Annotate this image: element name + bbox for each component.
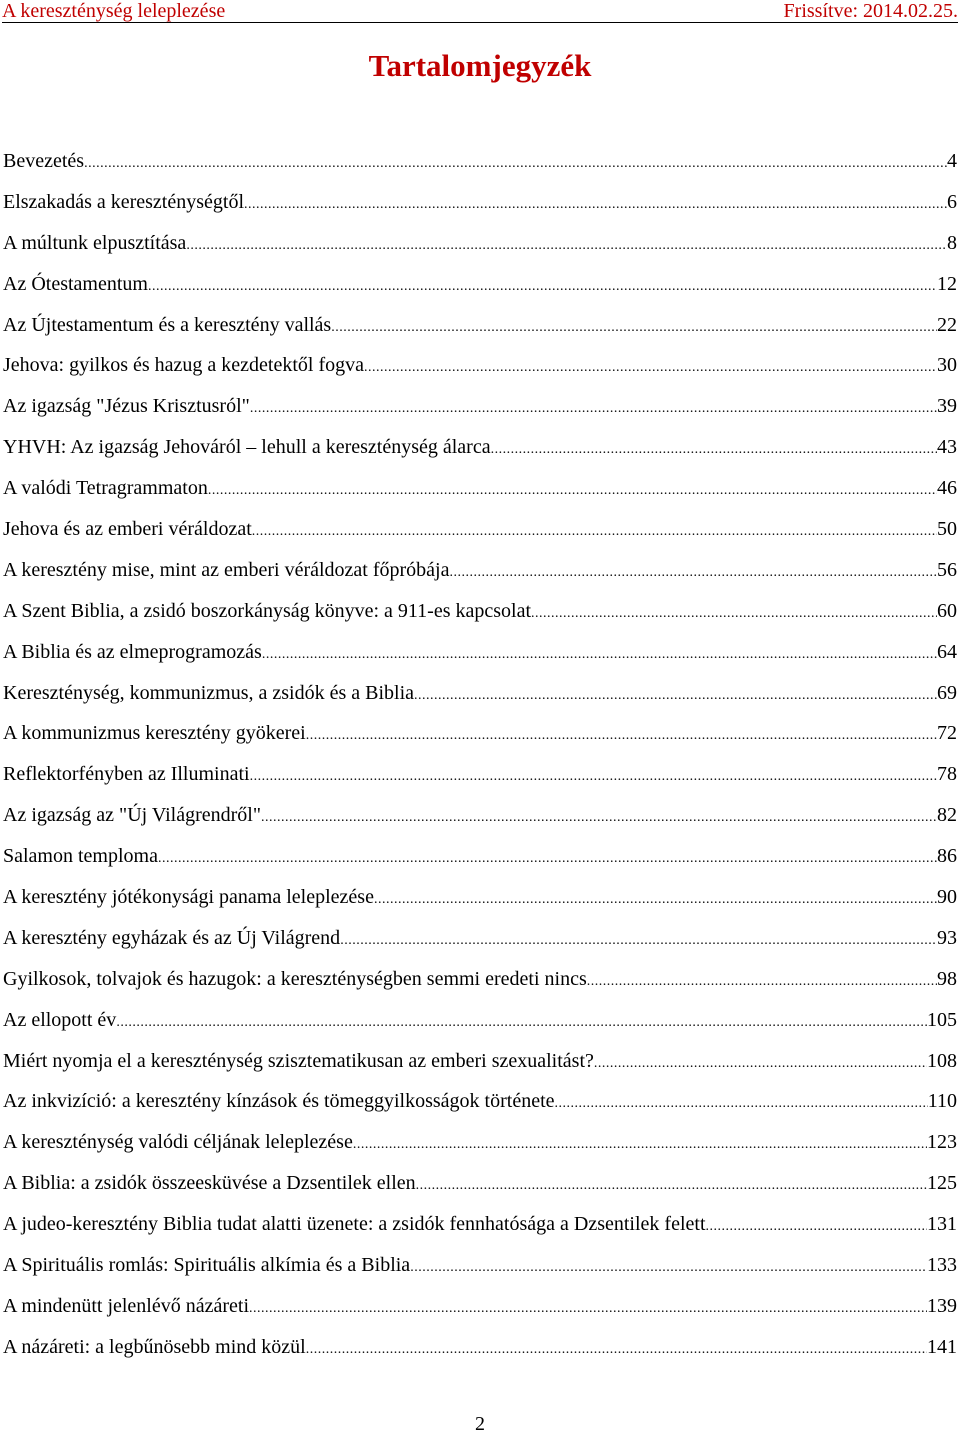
toc-dot-leader — [244, 185, 947, 226]
toc-dot-leader — [148, 267, 937, 308]
toc-dot-leader — [249, 1289, 927, 1330]
toc-dot-leader — [491, 430, 937, 471]
toc-entry[interactable] — [3, 959, 957, 1000]
toc-entry-page: 12 — [937, 272, 957, 295]
toc-entry-title: Bevezetés — [3, 150, 85, 172]
toc-dot-leader — [208, 471, 937, 512]
toc-entry[interactable] — [3, 1041, 957, 1082]
toc-entry-page: 98 — [937, 967, 957, 990]
toc-dot-leader — [555, 1084, 928, 1125]
toc-entry-page: 125 — [927, 1172, 957, 1195]
toc-entry-title: A keresztény mise, mint az emberi véráldozat főpróbája — [3, 558, 450, 581]
toc-entry-page: 4 — [947, 150, 957, 172]
toc-entry[interactable] — [3, 1245, 957, 1286]
toc-entry[interactable] — [3, 1000, 957, 1041]
toc-entry-title: Miért nyomja el a kereszténység szisztematikusan az emberi szexualitást? — [3, 1049, 594, 1072]
toc-entry[interactable] — [3, 509, 957, 550]
toc-dot-leader — [416, 1166, 927, 1207]
toc-entry-title: Jehova és az emberi véráldozat — [3, 518, 252, 541]
toc-entry[interactable] — [3, 836, 957, 877]
toc-entry[interactable] — [3, 1286, 957, 1327]
toc-entry[interactable] — [3, 1163, 957, 1204]
toc-entry[interactable] — [3, 550, 957, 591]
toc-entry-title: Az Ótestamentum — [3, 272, 148, 295]
toc-dot-leader — [84, 144, 947, 185]
toc-entry-title: A valódi Tetragrammaton — [3, 477, 208, 500]
page-title: Tartalomjegyzék — [368, 48, 592, 83]
toc-entry[interactable] — [3, 1122, 957, 1163]
toc-dot-leader — [414, 676, 937, 717]
toc-entry-title: Jehova: gyilkos és hazug a kezdetektől fogva — [3, 354, 364, 377]
toc-entry-page: 46 — [937, 477, 957, 500]
toc-entry-page: 39 — [937, 395, 957, 418]
toc-entry[interactable] — [3, 713, 957, 754]
toc-entry-page: 131 — [927, 1213, 957, 1236]
toc-entry[interactable] — [3, 1081, 957, 1122]
running-header — [2, 0, 958, 23]
toc-entry-page: 139 — [927, 1294, 957, 1317]
toc-entry-page: 8 — [947, 231, 957, 254]
toc-entry[interactable] — [3, 795, 957, 836]
table-of-contents — [3, 141, 957, 1368]
toc-entry-page: 105 — [927, 1008, 957, 1031]
toc-entry-title: A kommunizmus keresztény gyökerei — [3, 722, 306, 745]
toc-entry-page: 30 — [937, 354, 957, 377]
toc-entry-title: A keresztény egyházak és az Új Világrend — [3, 926, 341, 949]
toc-dot-leader — [364, 348, 937, 389]
toc-entry[interactable] — [3, 141, 957, 182]
toc-entry-page: 50 — [937, 518, 957, 541]
toc-dot-leader — [594, 1044, 927, 1085]
toc-entry[interactable] — [3, 877, 957, 918]
toc-dot-leader — [587, 962, 937, 1003]
header-document-title: A kereszténység leleplezése — [2, 0, 226, 22]
toc-entry-page: 78 — [937, 763, 957, 786]
toc-entry-page: 90 — [937, 886, 957, 909]
toc-entry[interactable] — [3, 427, 957, 468]
toc-dot-leader — [250, 757, 937, 798]
toc-entry-title: Elszakadás a kereszténységtől — [3, 190, 245, 213]
toc-entry-title: A keresztény jótékonysági panama leleplezése — [3, 886, 374, 909]
toc-entry[interactable] — [3, 264, 957, 305]
toc-dot-leader — [353, 1125, 927, 1166]
toc-dot-leader — [531, 594, 937, 635]
toc-entry-title: Kereszténység, kommunizmus, a zsidók és a Biblia — [3, 681, 415, 704]
toc-entry-title: Az inkvizíció: a keresztény kínzások és tömeggyilkosságok története — [3, 1090, 555, 1113]
toc-entry-title: Gyilkosok, tolvajok és hazugok: a kereszténységben semmi eredeti nincs — [3, 967, 587, 990]
toc-entry-title: A múltunk elpusztítása — [3, 231, 187, 254]
toc-entry-page: 108 — [927, 1049, 957, 1072]
toc-entry-page: 110 — [927, 1090, 957, 1113]
toc-entry-title: A názáreti: a legbűnösebb mind közül — [3, 1335, 306, 1358]
toc-dot-leader — [306, 1330, 927, 1371]
toc-dot-leader — [252, 512, 937, 553]
toc-dot-leader — [706, 1207, 927, 1248]
toc-entry[interactable] — [3, 182, 957, 223]
toc-dot-leader — [116, 1003, 927, 1044]
toc-entry-page: 86 — [937, 845, 957, 868]
toc-entry-page: 72 — [937, 722, 957, 745]
toc-entry-page: 69 — [937, 681, 957, 704]
toc-entry-title: Salamon temploma — [3, 845, 158, 868]
toc-dot-leader — [262, 635, 937, 676]
toc-dot-leader — [410, 1248, 927, 1289]
header-updated-date: Frissítve: 2014.02.25. — [783, 0, 958, 22]
toc-entry[interactable] — [3, 673, 957, 714]
toc-entry-page: 56 — [937, 558, 957, 581]
toc-entry-title: A Biblia: a zsidók összeesküvése a Dzsentilek ellen — [3, 1172, 416, 1195]
toc-entry-title: A judeo-keresztény Biblia tudat alatti üzenete: a zsidók fennhatósága a Dzsentilek felett — [3, 1213, 706, 1236]
toc-dot-leader — [158, 839, 937, 880]
toc-entry-page: 6 — [947, 190, 957, 213]
toc-entry-page: 133 — [927, 1254, 957, 1277]
toc-entry[interactable] — [3, 386, 957, 427]
toc-dot-leader — [186, 226, 947, 267]
toc-entry-title: A Spirituális romlás: Spirituális alkímia és a Biblia — [3, 1254, 411, 1277]
toc-entry[interactable] — [3, 918, 957, 959]
toc-entry[interactable] — [3, 1204, 957, 1245]
toc-entry-page: 22 — [937, 313, 957, 336]
toc-dot-leader — [340, 921, 937, 962]
toc-entry-page: 93 — [937, 926, 957, 949]
toc-dot-leader — [250, 389, 937, 430]
toc-dot-leader — [331, 308, 937, 349]
toc-entry-title: A mindenütt jelenlévő názáreti — [3, 1294, 250, 1317]
toc-entry-page: 82 — [937, 804, 957, 827]
toc-entry-page: 64 — [937, 640, 957, 663]
toc-dot-leader — [261, 798, 937, 839]
toc-entry-title: A kereszténység valódi céljának leleplezése — [3, 1131, 353, 1154]
toc-entry-page: 123 — [927, 1131, 957, 1154]
toc-entry[interactable] — [3, 468, 957, 509]
toc-entry-title: A Szent Biblia, a zsidó boszorkányság könyve: a 911-es kapcsolat — [3, 599, 532, 622]
toc-entry[interactable] — [3, 305, 957, 346]
toc-entry[interactable] — [3, 754, 957, 795]
toc-entry-title: A Biblia és az elmeprogramozás — [3, 640, 262, 663]
toc-entry[interactable] — [3, 345, 957, 386]
toc-entry-title: YHVH: Az igazság Jehováról – lehull a kereszténység álarca — [3, 436, 491, 459]
toc-entry-title: Az ellopott év — [3, 1008, 117, 1031]
toc-entry[interactable] — [3, 632, 957, 673]
toc-entry[interactable] — [3, 591, 957, 632]
page-number: 2 — [475, 1413, 485, 1435]
toc-entry[interactable] — [3, 1327, 957, 1368]
toc-entry-title: Reflektorfényben az Illuminati — [3, 763, 250, 786]
toc-entry[interactable] — [3, 223, 957, 264]
toc-dot-leader — [449, 553, 937, 594]
toc-entry-title: Az igazság "Jézus Krisztusról" — [3, 395, 250, 418]
toc-dot-leader — [306, 716, 937, 757]
toc-entry-page: 60 — [937, 599, 957, 622]
toc-dot-leader — [374, 880, 937, 921]
toc-entry-title: Az Újtestamentum és a keresztény vallás — [3, 313, 332, 336]
toc-entry-page: 43 — [937, 436, 957, 459]
toc-entry-title: Az igazság az "Új Világrendről" — [3, 804, 261, 827]
toc-entry-page: 141 — [927, 1335, 957, 1358]
